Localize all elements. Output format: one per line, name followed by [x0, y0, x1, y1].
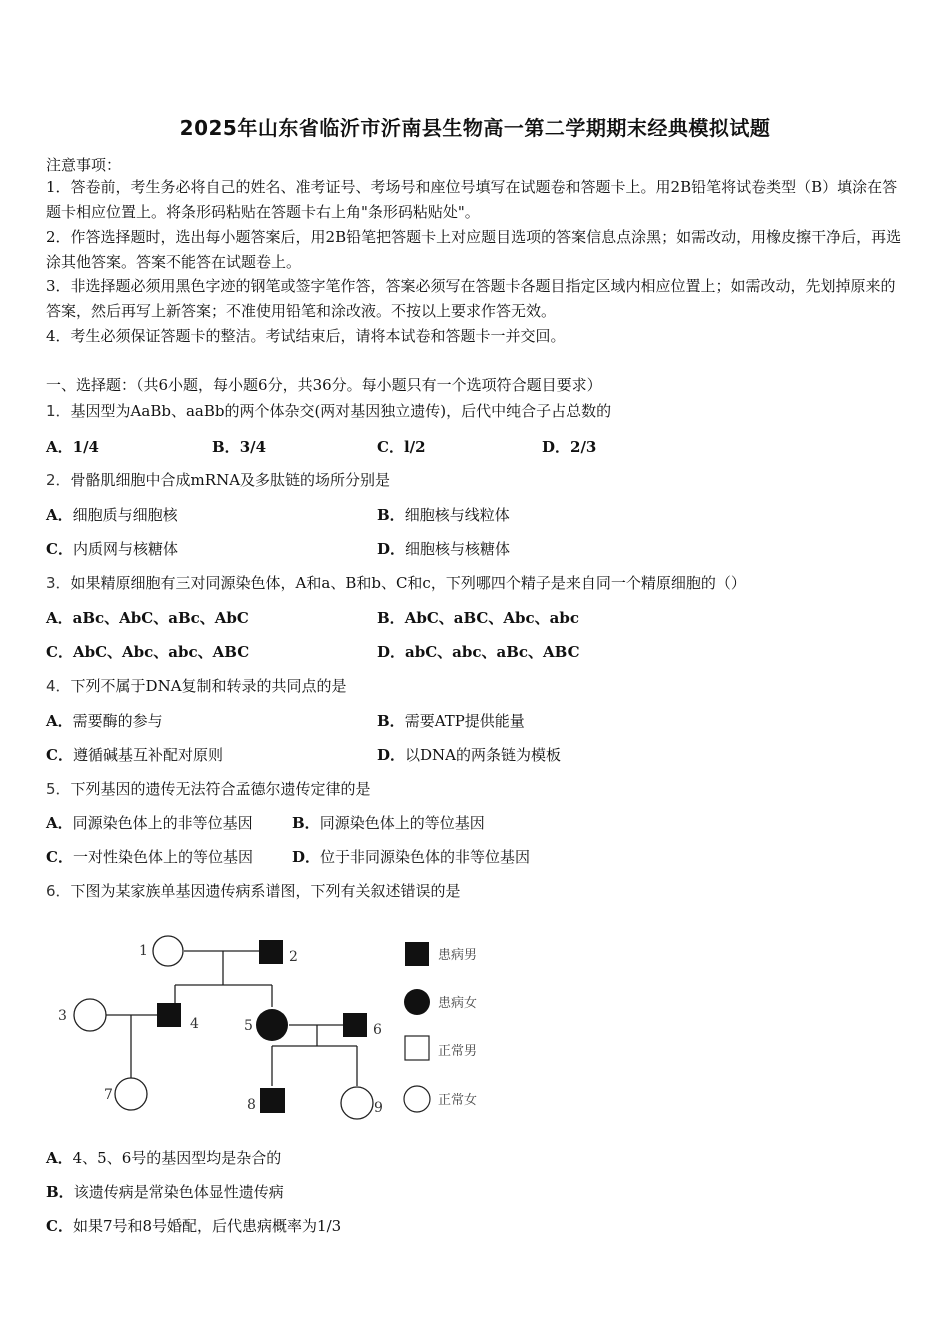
option-key: B．	[377, 506, 405, 524]
option-key: D．	[292, 848, 321, 866]
legend-affected-female-icon	[404, 989, 430, 1015]
q5-option-c[interactable]	[46, 846, 253, 867]
q2-option-c[interactable]	[46, 538, 178, 559]
individual-3	[74, 999, 106, 1031]
notice-item-3: 3．非选择题必须用黑色字迹的钢笔或签字笔作答，答案必须写在答题卡各题目指定区域内相应位置上；如需改动，先划掉原来的答案，然后再写上新答案；不准使用铅笔和涂改液。不按以上要求作答无效。	[46, 277, 896, 320]
q3-option-d[interactable]	[377, 641, 580, 662]
q6-option-a[interactable]	[46, 1147, 281, 1168]
option-text: 一对性染色体上的等位基因	[72, 848, 253, 866]
option-text: 细胞质与细胞核	[72, 506, 178, 524]
option-key: C．	[46, 848, 73, 866]
q3-option-a[interactable]	[46, 607, 249, 628]
individual-4	[157, 1003, 181, 1027]
q3-option-b[interactable]	[377, 607, 579, 628]
q2-option-a[interactable]	[46, 504, 178, 525]
question-number: 1．	[46, 402, 71, 420]
label-3: 3	[58, 1008, 67, 1024]
option-key: D．	[377, 746, 406, 764]
legend-normal-female-icon	[404, 1086, 430, 1112]
label-8: 8	[247, 1097, 256, 1113]
notice-heading: 注意事项：	[46, 156, 122, 174]
q5-option-d[interactable]	[292, 846, 530, 867]
option-key: C．	[46, 1217, 73, 1235]
q5-option-a[interactable]	[46, 812, 253, 833]
question-text: 如果精原细胞有三对同源染色体，A和a、B和b、C和c，下列哪四个精子是来自同一个精原细胞的（）	[70, 574, 746, 592]
option-text: 位于非同源染色体的非等位基因	[320, 848, 531, 866]
option-key: C．	[46, 746, 73, 764]
option-key: A．	[46, 609, 73, 627]
option-text: l/2	[403, 438, 426, 456]
question-5-stem	[46, 778, 371, 799]
legend-affected-male: 患病男	[438, 948, 478, 963]
individual-7	[115, 1078, 147, 1110]
question-number: 2．	[46, 471, 71, 489]
option-text: 2/3	[570, 438, 597, 456]
q4-option-a[interactable]	[46, 710, 163, 731]
option-text: AbC、aBC、Abc、abc	[404, 609, 579, 627]
option-text: 需要酶的参与	[72, 712, 163, 730]
individual-5	[256, 1009, 288, 1041]
label-2: 2	[289, 949, 298, 965]
option-key: C．	[46, 643, 73, 661]
individual-8	[260, 1088, 285, 1113]
option-key: D．	[377, 540, 406, 558]
option-key: C．	[377, 438, 404, 456]
label-4: 4	[190, 1016, 199, 1032]
individual-6	[343, 1013, 367, 1037]
individual-1	[153, 936, 183, 966]
option-key: C．	[46, 540, 73, 558]
q1-option-d[interactable]	[542, 436, 596, 457]
question-number: 6．	[46, 882, 71, 900]
notice-item-2: 2．作答选择题时，选出每小题答案后，用2B铅笔把答题卡上对应题目选项的答案信息点涂黑；如需改动，用橡皮擦干净后，再选涂其他答案。答案不能答在试题卷上。	[46, 228, 902, 271]
q4-option-b[interactable]	[377, 710, 525, 731]
question-2-stem	[46, 469, 390, 490]
notice-item-4: 4．考生必须保证答题卡的整洁。考试结束后，请将本试卷和答题卡一并交回。	[46, 327, 566, 345]
label-9: 9	[374, 1100, 383, 1116]
question-3-stem	[46, 572, 746, 593]
option-key: A．	[46, 814, 73, 832]
option-text: 4、5、6号的基因型均是杂合的	[72, 1149, 282, 1167]
q2-option-d[interactable]	[377, 538, 510, 559]
q1-option-b[interactable]	[212, 436, 266, 457]
question-text: 骨骼肌细胞中合成mRNA及多肽链的场所分别是	[70, 471, 391, 489]
q6-option-b[interactable]	[46, 1181, 284, 1202]
question-6-stem	[46, 880, 461, 901]
individual-9	[341, 1087, 373, 1119]
question-text: 下列基因的遗传无法符合孟德尔遗传定律的是	[70, 780, 371, 798]
option-key: B．	[212, 438, 240, 456]
question-text: 下列不属于DNA复制和转录的共同点的是	[70, 677, 347, 695]
option-text: 以DNA的两条链为模板	[405, 746, 562, 764]
q4-option-c[interactable]	[46, 744, 223, 765]
legend-affected-male-icon	[405, 942, 429, 966]
q3-option-c[interactable]	[46, 641, 249, 662]
individual-2	[259, 940, 283, 964]
q6-option-c[interactable]	[46, 1215, 341, 1236]
option-text: 如果7号和8号婚配，后代患病概率为1/3	[72, 1217, 342, 1235]
q5-option-b[interactable]	[292, 812, 485, 833]
label-1: 1	[139, 943, 148, 959]
option-key: A．	[46, 438, 73, 456]
option-key: A．	[46, 712, 73, 730]
option-text: 遵循碱基互补配对原则	[72, 746, 223, 764]
option-text: 细胞核与线粒体	[404, 506, 510, 524]
option-text: 内质网与核糖体	[72, 540, 178, 558]
legend-normal-female: 正常女	[438, 1093, 478, 1108]
q2-option-b[interactable]	[377, 504, 510, 525]
option-text: 同源染色体上的非等位基因	[72, 814, 253, 832]
option-key: B．	[46, 1183, 74, 1201]
option-text: abC、abc、aBc、ABC	[405, 643, 580, 661]
option-key: B．	[292, 814, 320, 832]
question-4-stem	[46, 675, 347, 696]
option-key: B．	[377, 609, 405, 627]
q1-option-a[interactable]	[46, 436, 99, 457]
legend-normal-male: 正常男	[438, 1044, 478, 1059]
option-key: D．	[377, 643, 406, 661]
option-key: D．	[542, 438, 571, 456]
label-6: 6	[373, 1022, 382, 1038]
option-text: aBc、AbC、aBc、AbC	[72, 609, 249, 627]
q4-option-d[interactable]	[377, 744, 561, 765]
question-number: 4．	[46, 677, 71, 695]
page-title: 2025年山东省临沂市沂南县生物高一第二学期期末经典模拟试题	[179, 116, 771, 140]
option-text: 同源染色体上的等位基因	[319, 814, 485, 832]
legend-normal-male-icon	[405, 1036, 429, 1060]
option-text: AbC、Abc、abc、ABC	[72, 643, 250, 661]
option-text: 细胞核与核糖体	[405, 540, 511, 558]
option-text: 1/4	[72, 438, 99, 456]
option-key: A．	[46, 1149, 73, 1167]
question-text: 基因型为AaBb、aaBb的两个体杂交(两对基因独立遗传)，后代中纯合子占总数的	[70, 402, 612, 420]
option-text: 3/4	[239, 438, 267, 456]
label-7: 7	[104, 1087, 113, 1103]
option-text: 需要ATP提供能量	[404, 712, 525, 730]
question-number: 5．	[46, 780, 71, 798]
q1-option-c[interactable]	[377, 436, 426, 457]
label-5: 5	[244, 1018, 253, 1034]
question-1-stem	[46, 400, 611, 421]
question-number: 3．	[46, 574, 71, 592]
option-text: 该遗传病是常染色体显性遗传病	[73, 1183, 284, 1201]
notice-item-1: 1．答卷前，考生务必将自己的姓名、准考证号、考场号和座位号填写在试题卷和答题卡上。用2B铅笔将试卷类型（B）填涂在答题卡相应位置上。将条形码粘贴在答题卡右上角"条形码粘贴处"。	[46, 178, 898, 221]
legend-affected-female: 患病女	[438, 996, 478, 1011]
option-key: B．	[377, 712, 405, 730]
option-key: A．	[46, 506, 73, 524]
pedigree-chart	[40, 918, 520, 1133]
question-text: 下图为某家族单基因遗传病系谱图，下列有关叙述错误的是	[70, 882, 461, 900]
section-heading: 一、选择题：（共6小题，每小题6分，共36分。每小题只有一个选项符合题目要求）	[46, 376, 602, 394]
